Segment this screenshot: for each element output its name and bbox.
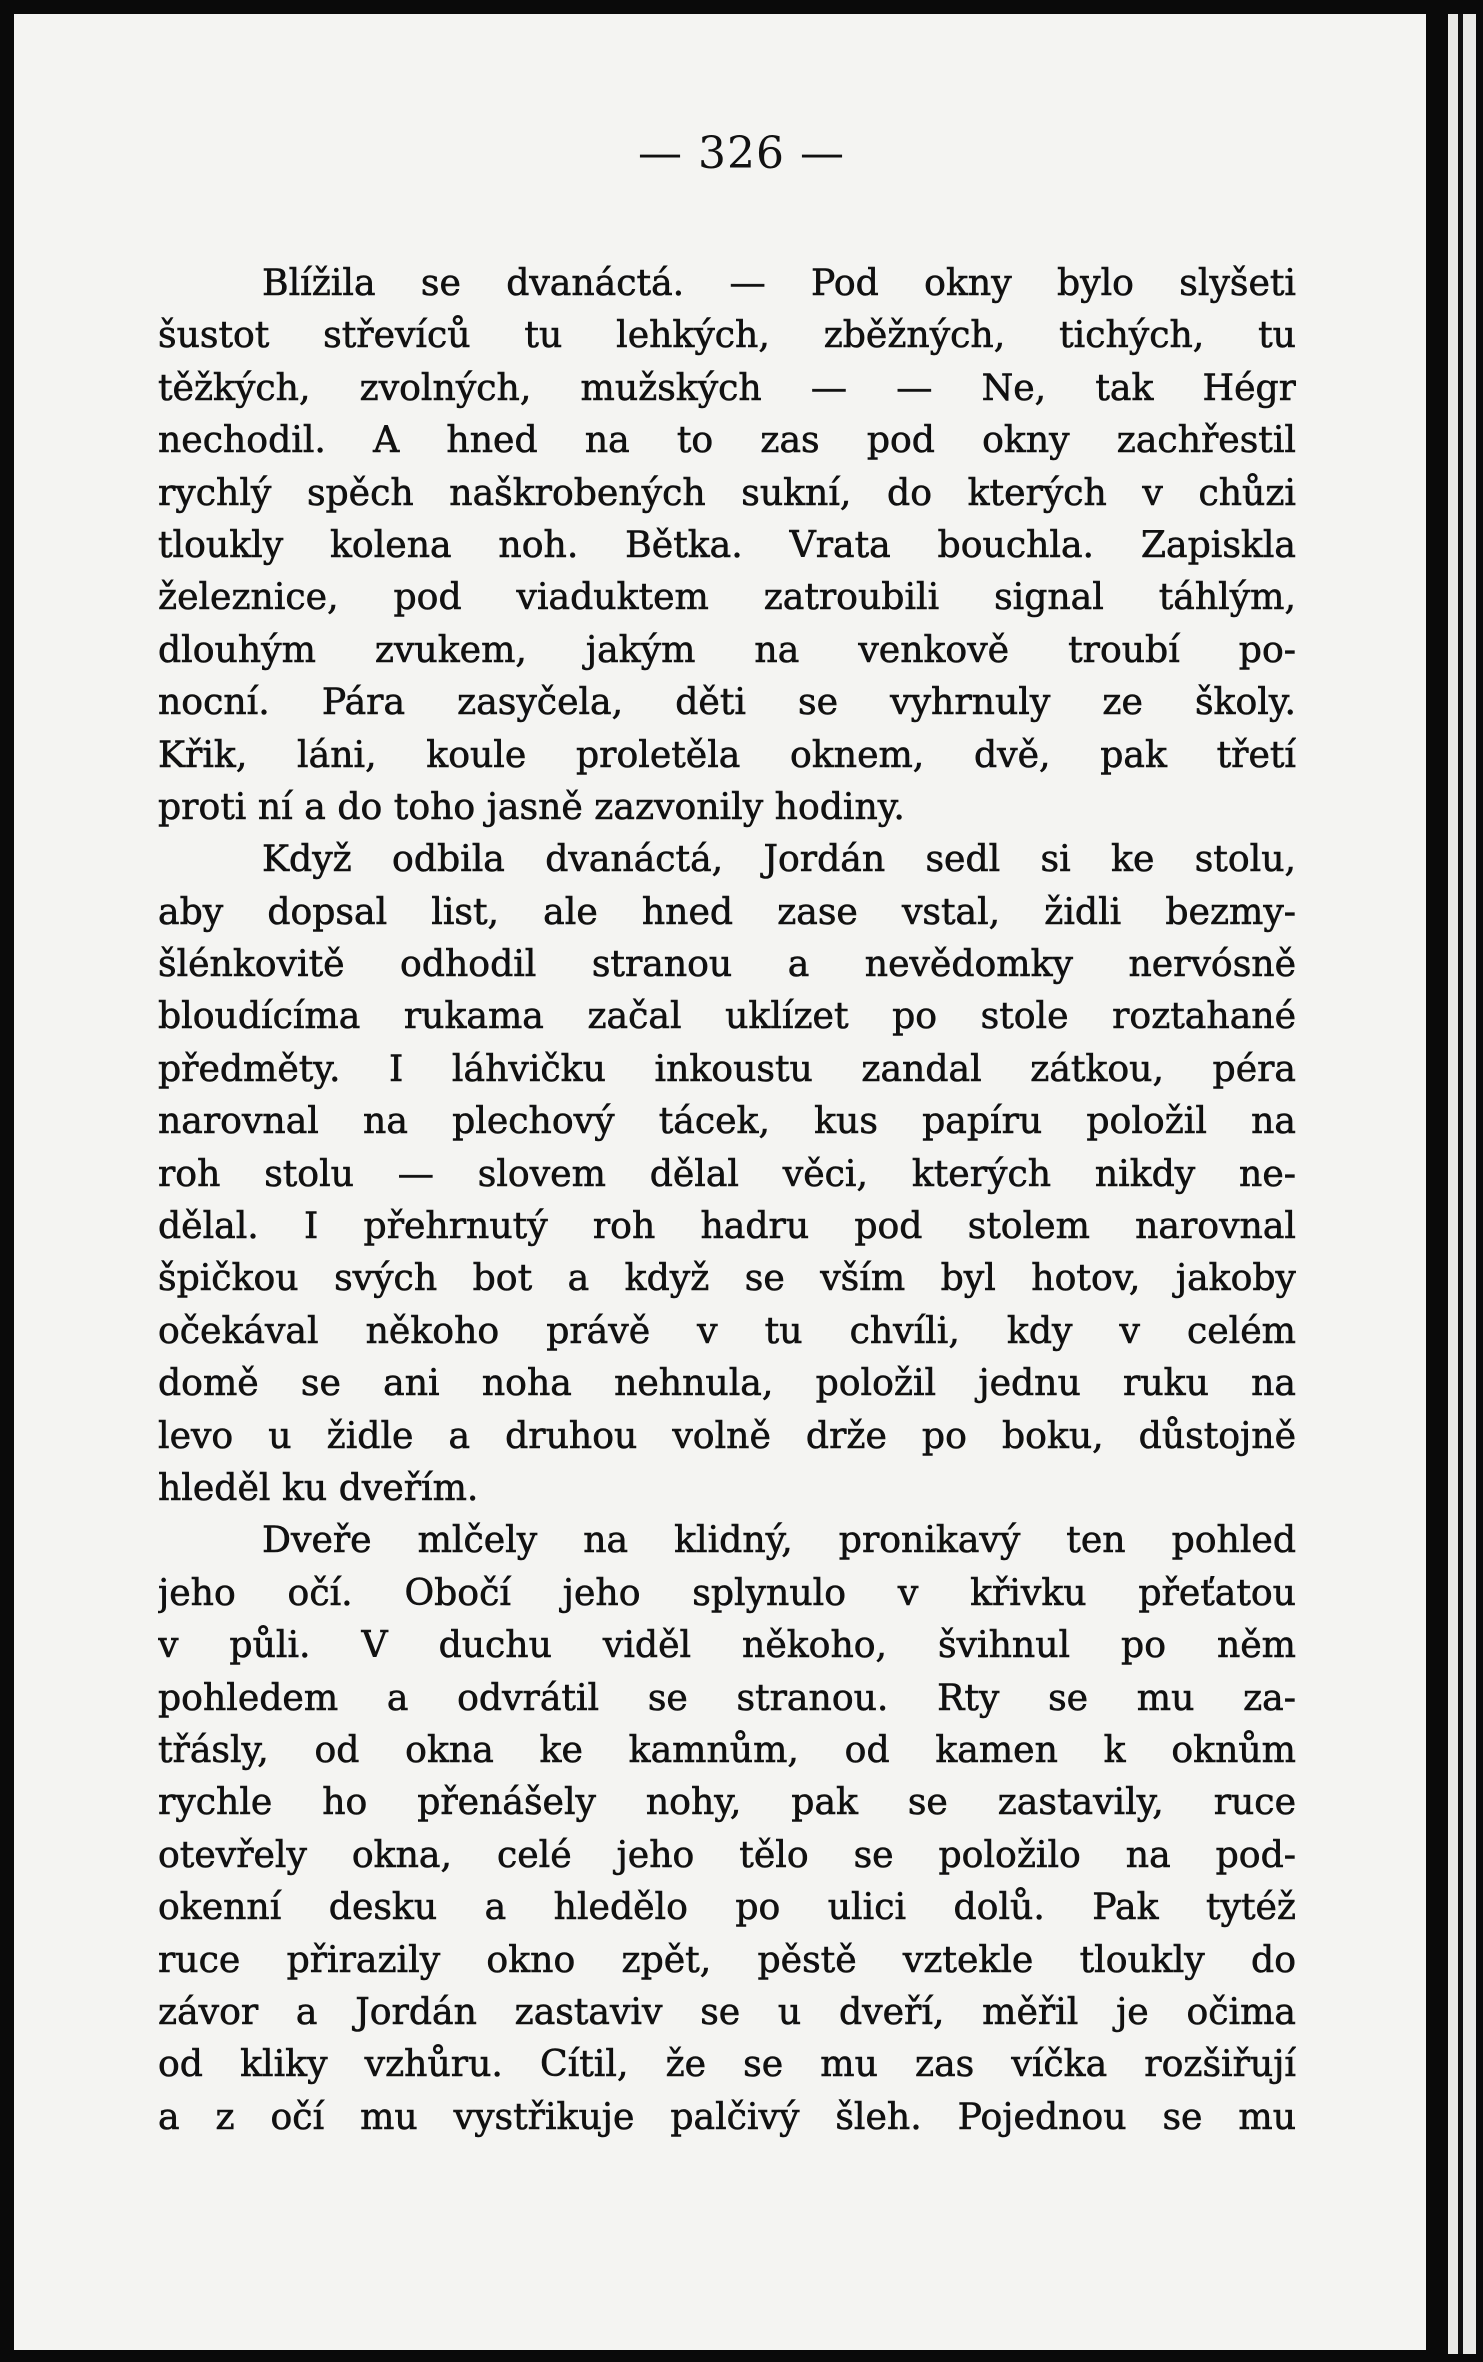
text-line: železnice, pod viaduktem zatroubili signal táhlým, [158,575,1296,619]
edge-line [1458,14,1463,2354]
text-line: od kliky vzhůru. Cítil, že se mu zas víčka rozšiřují [158,2042,1296,2086]
text-line: šustot střevíců tu lehkých, zběžných, tichých, tu [158,313,1296,357]
text-line: bloudícíma rukama začal uklízet po stole roztahané [158,994,1296,1038]
text-line: tloukly kolena noh. Bětka. Vrata bouchla. Zapiskla [158,522,1296,566]
text-line: roh stolu — slovem dělal věci, kterých nikdy ne- [158,1151,1296,1195]
text-line: špičkou svých bot a když se vším byl hotov, jakoby [158,1256,1296,1300]
text-line: závor a Jordán zastaviv se u dveří, měřil je očima [158,1989,1296,2033]
text-line: rychlý spěch naškrobených sukní, do kterých v chůzi [158,470,1296,514]
text-line: Křik, láni, koule proletěla oknem, dvě, pak třetí [158,732,1296,776]
text-line: nocní. Pára zasyčela, děti se vyhrnuly ze školy. [158,680,1296,724]
text-line: třásly, od okna ke kamnům, od kamen k oknům [158,1727,1296,1771]
text-line: očekával někoho právě v tu chvíli, kdy v celém [158,1308,1296,1352]
text-line: dlouhým zvukem, jakým na venkově troubí po- [158,627,1296,671]
text-line: jeho očí. Obočí jeho splynulo v křivku přeťatou [158,1570,1296,1614]
text-line: těžkých, zvolných, mužských — — Ne, tak Hégr [158,365,1296,409]
text-line: Když odbila dvanáctá, Jordán sedl si ke stolu, [262,837,1296,881]
text-line: levo u židle a druhou volně drže po boku, důstojně [158,1413,1296,1457]
text-line: rychle ho přenášely nohy, pak se zastavily, ruce [158,1780,1296,1824]
text-line: pohledem a odvrátil se stranou. Rty se mu za- [158,1675,1296,1719]
text-line: Blížila se dvanáctá. — Pod okny bylo slyšeti [262,261,1296,304]
page-edge [1448,14,1476,2354]
text-line: okenní desku a hledělo po ulici dolů. Pak tytéž [158,1885,1296,1929]
body-text [158,257,1296,2143]
text-line: předměty. I láhvičku inkoustu zandal zátkou, péra [158,1046,1296,1090]
text-line: domě se ani noha nehnula, položil jednu ruku na [158,1361,1296,1405]
text-line: nechodil. A hned na to zas pod okny zachřestil [158,418,1296,462]
text-line: a z očí mu vystřikuje palčivý šleh. Pojednou se mu [158,2094,1296,2138]
text-line: dělal. I přehrnutý roh hadru pod stolem narovnal [158,1204,1296,1248]
text-line: šlénkovitě odhodil stranou a nevědomky nervósně [158,942,1296,986]
text-line: Dveře mlčely na klidný, pronikavý ten pohled [262,1518,1296,1562]
text-line: ruce přirazily okno zpět, pěstě vztekle tloukly do [158,1937,1296,1981]
text-line: narovnal na plechový tácek, kus papíru položil na [158,1099,1296,1143]
text-line: proti ní a do toho jasně zazvonily hodiny. [158,784,905,828]
page-number: — 326 — [638,128,845,179]
text-line: otevřely okna, celé jeho tělo se položilo na pod- [158,1832,1296,1876]
text-line: aby dopsal list, ale hned zase vstal, židli bezmy- [158,889,1296,933]
text-line: hleděl ku dveřím. [158,1465,479,1509]
text-line: v půli. V duchu viděl někoho, švihnul po něm [158,1623,1296,1667]
